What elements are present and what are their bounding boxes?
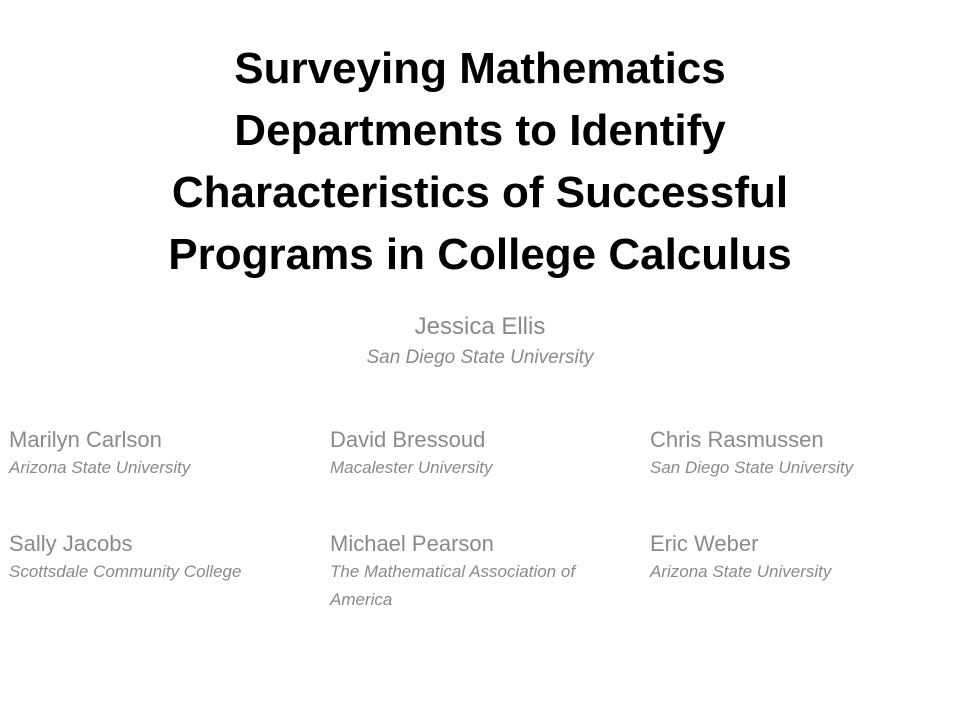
title-line-2: Departments to Identify [234,106,726,155]
author-david-bressoud [330,426,630,482]
author-name: Michael Pearson [330,531,494,556]
presenter-block [180,310,780,372]
author-affiliation: Arizona State University [9,458,191,477]
author-eric-weber [650,530,950,586]
author-affiliation: Arizona State University [650,562,832,581]
title-line-1: Surveying Mathematics [234,44,726,93]
author-chris-rasmussen [650,426,950,482]
presenter-affiliation: San Diego State University [366,347,594,368]
author-affiliation: San Diego State University [650,458,854,477]
author-affiliation: Scottsdale Community College [9,562,242,581]
author-name: Marilyn Carlson [9,427,162,452]
author-affiliation: Macalester University [330,458,493,477]
author-name: Sally Jacobs [9,531,133,556]
author-marilyn-carlson [9,426,309,482]
title-line-3: Characteristics of Successful [171,168,789,217]
author-name: David Bressoud [330,427,486,452]
author-name: Eric Weber [650,531,759,556]
title-line-4: Programs in College Calculus [168,230,792,279]
presenter-name: Jessica Ellis [414,313,546,340]
author-michael-pearson [330,530,630,614]
author-affiliation: The Mathematical Association of America [330,562,576,609]
author-sally-jacobs [9,530,309,586]
author-name: Chris Rasmussen [650,427,824,452]
slide-title [80,38,880,286]
